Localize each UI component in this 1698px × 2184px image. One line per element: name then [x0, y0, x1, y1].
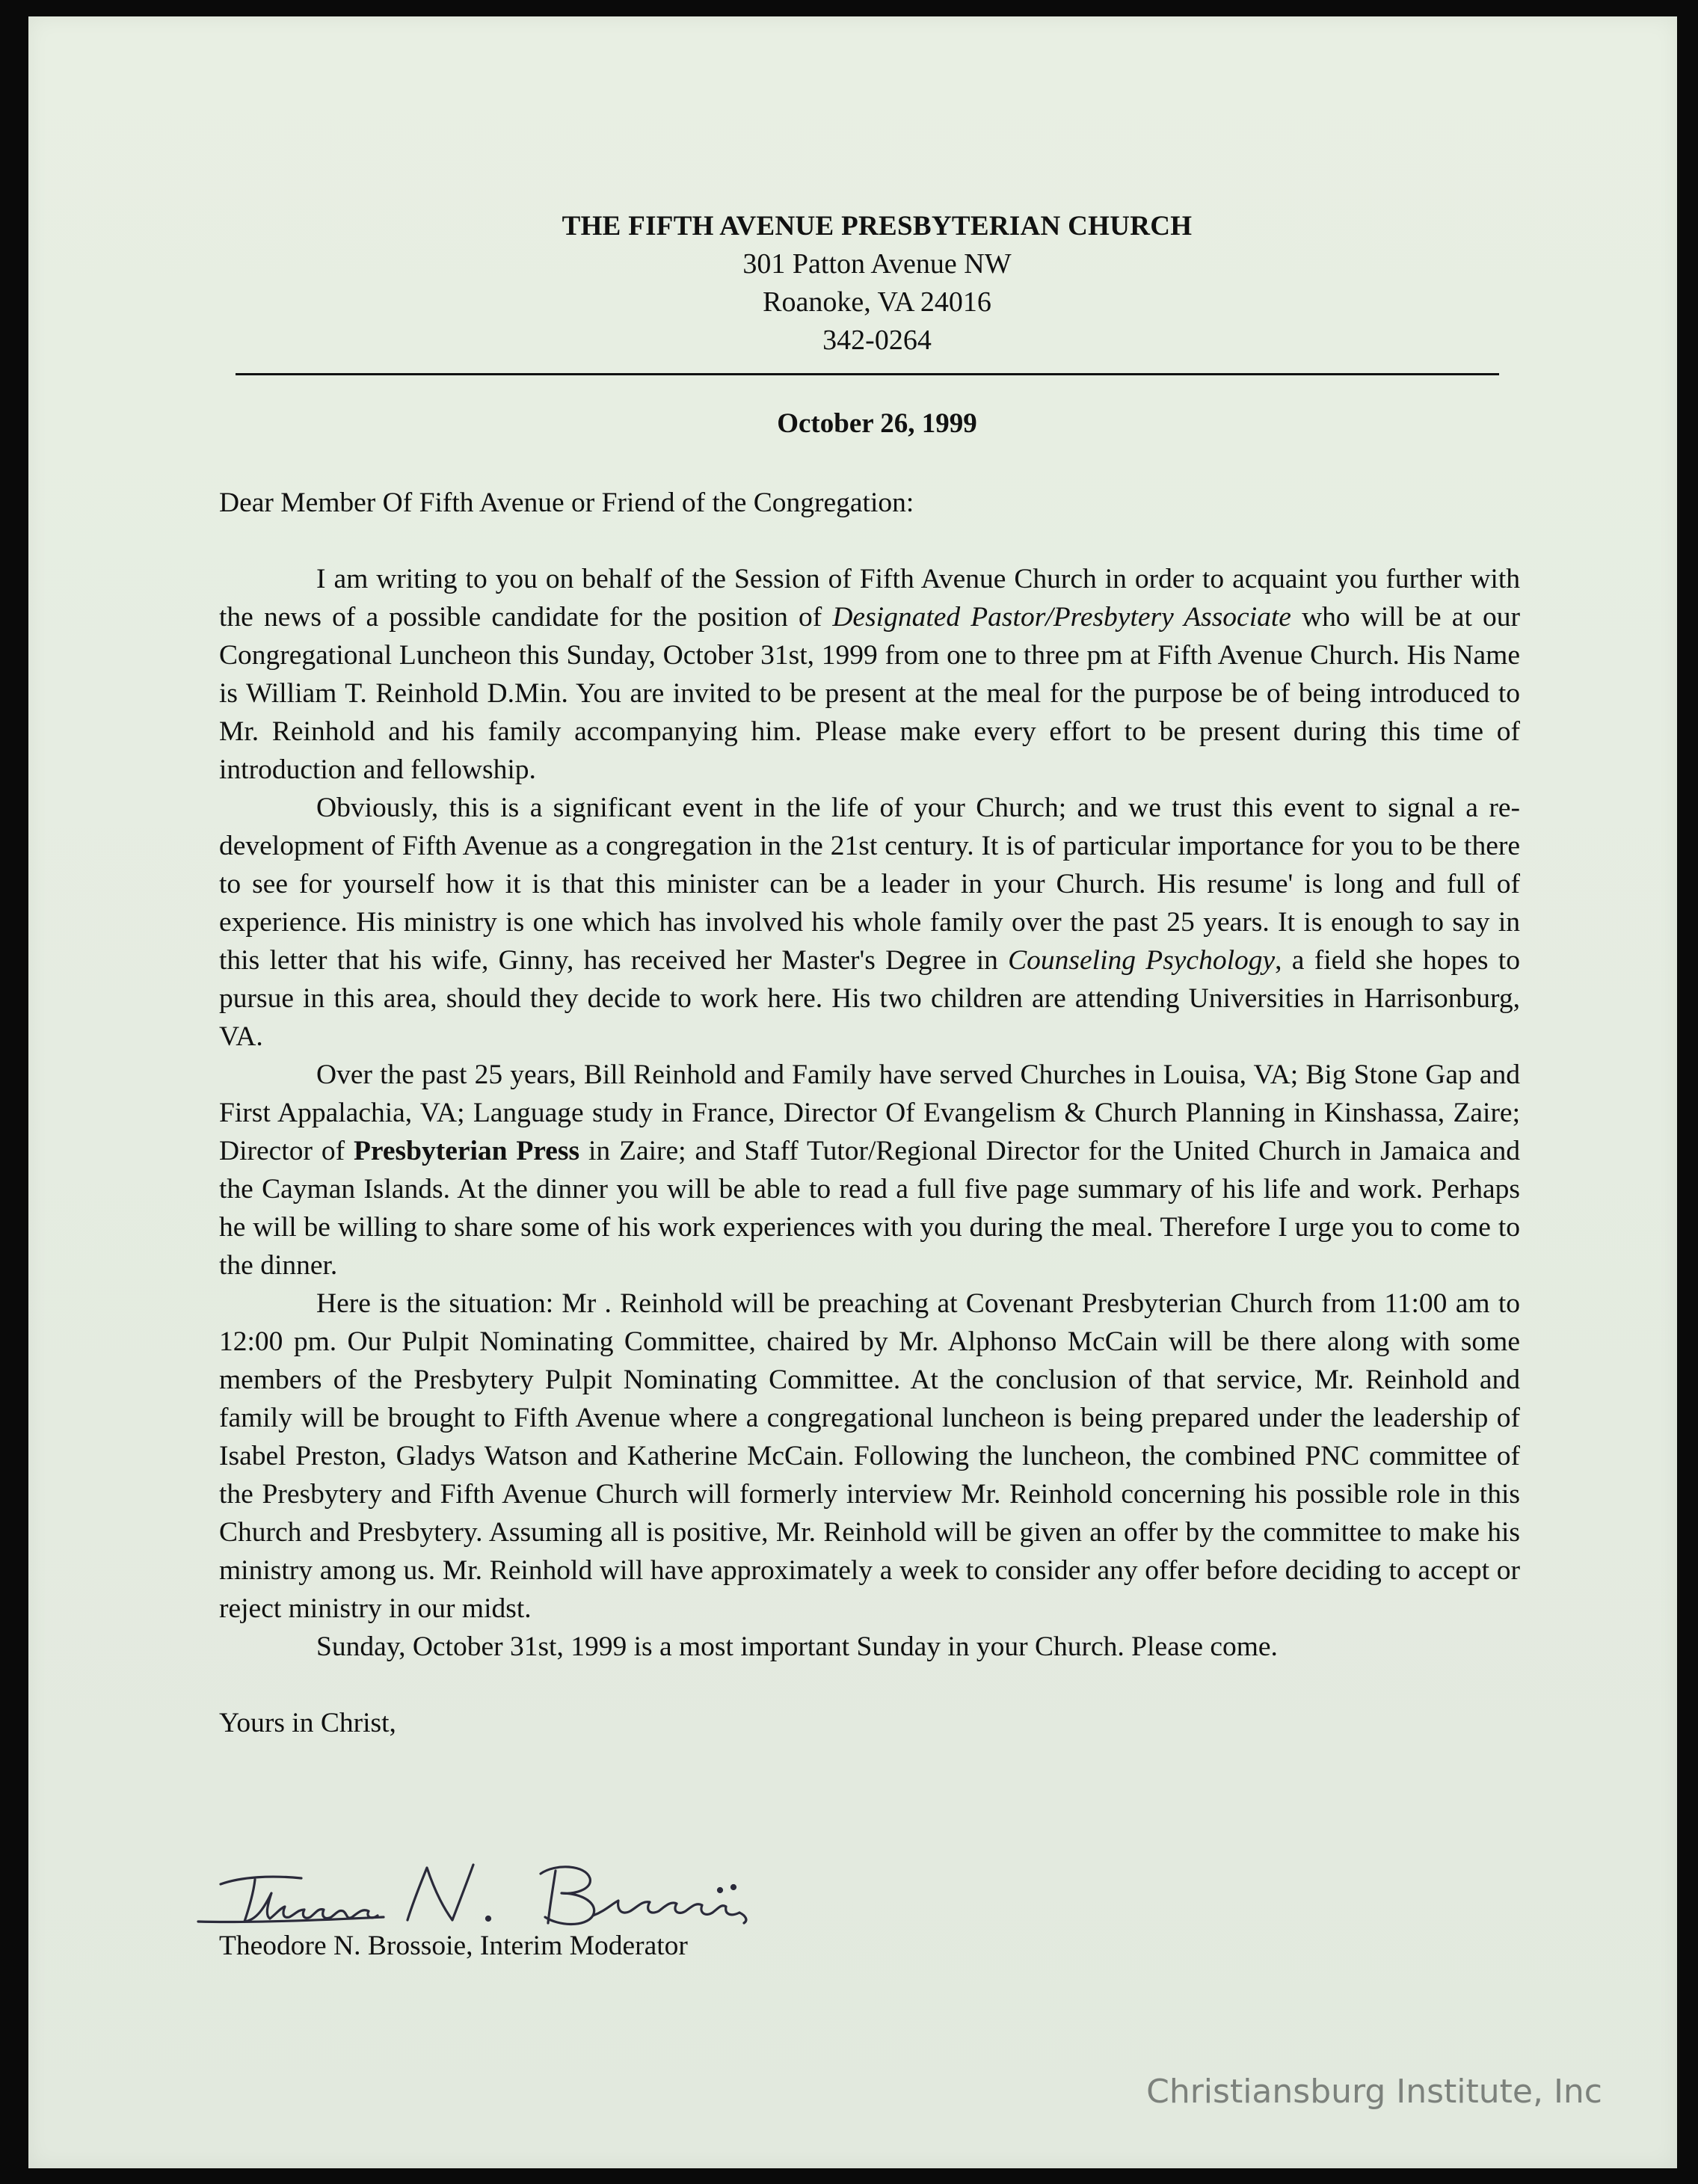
watermark: Christiansburg Institute, Inc — [1146, 2073, 1602, 2111]
paragraph-3-text-b: in Zaire; and Staff Tutor/Regional Director for the United Church in Jamaica and the Cayman Islands. At the dinner you will be able to read a full five page summary of his life and work. Perhaps he will be willing to share some of his work experiences with you during the meal. Therefore I urge you to come to the dinner. — [219, 1136, 1520, 1281]
letter-body — [219, 484, 1520, 1771]
letter-date: October 26, 1999 — [777, 408, 977, 439]
paragraph-3-text-a: Over the past 25 years, Bill Reinhold and Family have served Churches in Louisa, VA; Big Stone Gap and First Appalachia, VA; Language study in France, Director Of Evangelism & Church Planning in Kinshassa, Zaire; Director of — [219, 1059, 1520, 1166]
letterhead-divider — [236, 373, 1499, 375]
paragraph-1-text-b: who will be at our Congregational Luncheon this Sunday, October 31st, 1999 from one to three pm at Fifth Avenue Church. His Name is William T. Reinhold D.Min. You are invited to be present at the meal for the purpose be of being introduced to Mr. Reinhold and his family accompanying him. Please make every effort to be present during this time of introduction and fellowship. — [219, 602, 1520, 785]
position-title: Designated Pastor/Presbytery Associate — [832, 602, 1291, 633]
letter-document — [189, 207, 1520, 1961]
paragraph-2 — [219, 789, 1520, 1056]
degree-field: Counseling Psychology — [1008, 945, 1276, 976]
letterhead — [189, 207, 1520, 360]
letter-page — [28, 16, 1677, 2168]
handwritten-signature — [189, 1848, 937, 1938]
paragraph-1 — [219, 560, 1520, 789]
closing: Yours in Christ, — [219, 1708, 396, 1738]
signer-name: Theodore N. Brossoie, Interim Moderator — [219, 1931, 688, 1961]
paragraph-3 — [219, 1056, 1520, 1285]
church-city: Roanoke, VA 24016 — [763, 286, 991, 318]
paragraph-1-text-a: I am writing to you on behalf of the Session of Fifth Avenue Church in order to acquaint you further with the news of a possible candidate for the position of — [219, 564, 1520, 633]
salutation: Dear Member Of Fifth Avenue or Friend of the Congregation: — [219, 487, 914, 518]
paragraph-2-text-b: , a field she hopes to pursue in this area, should they decide to work here. His two children are attending Universities in Harrisonburg, VA. — [219, 945, 1520, 1052]
paragraph-4: Here is the situation: Mr . Reinhold will be preaching at Covenant Presbyterian Church from 11:00 am to 12:00 pm. Our Pulpit Nominating Committee, chaired by Mr. Alphonso McCain will be there along with some members of the Presbytery Pulpit Nominating Committee. At the conclusion of that service, Mr. Reinhold and family will be brought to Fifth Avenue where a congregational luncheon is being prepared under the leadership of Isabel Preston, Gladys Watson and Katherine McCain. Following the luncheon, the combined PNC committee of the Presbytery and Fifth Avenue Church will formerly interview Mr. Reinhold concerning his possible role in this Church and Presbytery. Assuming all is positive, Mr. Reinhold will be given an offer by the committee to make his ministry among us. Mr. Reinhold will have approximately a week to consider any offer before deciding to accept or reject ministry in our midst. — [219, 1288, 1520, 1624]
paragraph-5: Sunday, October 31st, 1999 is a most important Sunday in your Church. Please come. — [316, 1631, 1278, 1662]
paragraph-2-text-a: Obviously, this is a significant event in the life of your Church; and we trust this event to signal a re-development of Fifth Avenue as a congregation in the 21st century. It is of particular importance for you to be there to see for yourself how it is that this minister can be a leader in your Church. His resume' is long and full of experience. His ministry is one which has involved his whole family over the past 25 years. It is enough to say in this letter that his wife, Ginny, has received her Master's Degree in — [219, 793, 1520, 976]
presbyterian-press: Presbyterian Press — [353, 1136, 580, 1166]
church-phone: 342-0264 — [822, 324, 932, 356]
church-name: THE FIFTH AVENUE PRESBYTERIAN CHURCH — [562, 211, 1193, 242]
church-street: 301 Patton Avenue NW — [742, 248, 1012, 280]
